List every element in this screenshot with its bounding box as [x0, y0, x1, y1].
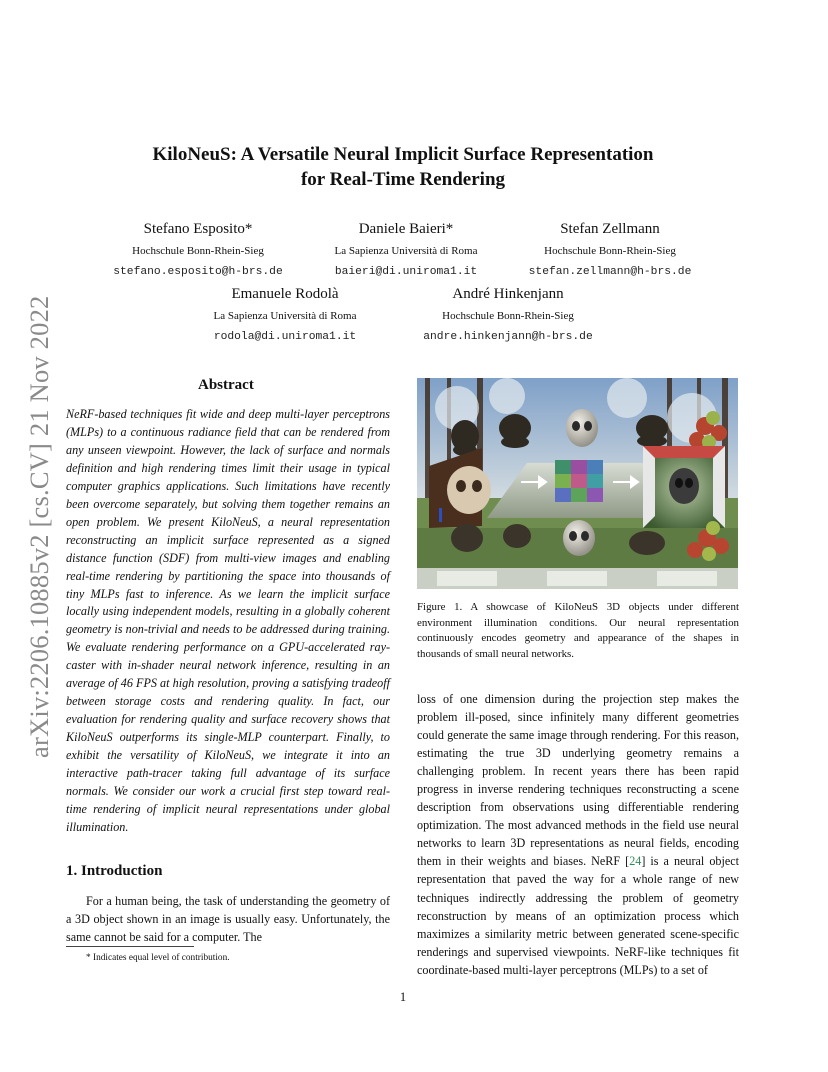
intro-text-part-b: ] is a neural object representation that paved the way for a whole range of new techniques indirectly addressing the problem of geometry reconstruction by means of an optimization process which maximizes a similarity metric between generated scene-specific renderings and supervised viewpoints. NeRF-like techniques fit coordinate-based multi-layer perceptrons (MLPs) to a set of: [417, 854, 739, 977]
author-block: [98, 220, 298, 279]
author-affiliation: La Sapienza Università di Roma: [334, 245, 478, 257]
title-line-2: for Real-Time Rendering: [300, 169, 506, 190]
abstract-body: NeRF-based techniques fit wide and deep multi-layer perceptrons (MLPs) to a continuous radiance field that can be rendered from any unseen viewpoint. However, the lack of surface and normals definition and high rendering times limit their usage in typical computer graphics applications. Such limitations have recently been overcome separately, but solving them together remains an open problem. We present KiloNeuS, a neural representation reconstructing an implicit surface represented as a signed distance function (SDF) from multi-view images and enabling real-time rendering by partitioning the space into thousands of tiny MLPs fast to inference. As we learn the implicit surface locally using independent models, resulting in a globally coherent geometry is non-trivial and needs to be addressed during training. We evaluate rendering performance on a GPU-accelerated ray-caster with in-shader neural network inference, resulting in an average of 46 FPS at high resolution, proving a satisfying tradeoff between storage costs and rendering quality. In fact, our evaluation for rendering quality and surface recovery shows that KiloNeuS outperforms its single-MLP counterpart. Finally, to exhibit the versatility of KiloNeuS, we integrate it into an interactive path-tracer taking full advantage of its surface normals. We consider our work a crucial first step toward real-time rendering of implicit neural representations under global illumination.: [66, 407, 390, 834]
introduction-paragraph: For a human being, the task of understanding the geometry of a 3D object shown in an image is usually easy. Unfortunately, the same cannot be said for a computer. The: [66, 894, 390, 944]
author-affiliation: Hochschule Bonn-Rhein-Sieg: [442, 310, 574, 322]
author-affiliation: La Sapienza Università di Roma: [213, 310, 357, 322]
arxiv-stamp: arXiv:2206.10885v2 [cs.CV] 21 Nov 2022: [24, 295, 54, 758]
citation-link[interactable]: 24: [629, 854, 642, 869]
introduction-continued: [417, 690, 739, 979]
figure-1-image: [417, 378, 738, 589]
footnote: * Indicates equal level of contribution.: [86, 953, 230, 963]
author-name: Stefan Zellmann: [560, 221, 660, 237]
author-block: [306, 220, 506, 279]
figure-1-render: [417, 378, 738, 589]
author-name: André Hinkenjann: [452, 286, 564, 302]
author-name: Daniele Baieri*: [358, 221, 454, 237]
paper-title: [0, 142, 806, 192]
title-line-1: KiloNeuS: A Versatile Neural Implicit Surface Representation: [152, 144, 654, 165]
page-number: 1: [399, 990, 407, 1004]
author-email[interactable]: stefano.esposito@h-brs.de: [113, 266, 283, 278]
footnote-rule: [66, 946, 194, 947]
intro-text-part-a: loss of one dimension during the projection step makes the problem ill-posed, since infinitely many different geometries could generate the same image through rendering. For this reason, estimating the true 3D underlying geometry remains a challenging problem. In recent years there has been rapid progress in inverse rendering techniques reconstructing a scene description from observations using differentiable rendering optimization. The most advanced methods in the field use neural networks to learn 3D representations as neural fields, encoding them in their weights and biases. NeRF [: [417, 692, 739, 869]
author-block: [185, 285, 385, 344]
author-block: [398, 285, 618, 344]
author-email[interactable]: andre.hinkenjann@h-brs.de: [423, 331, 593, 343]
author-email[interactable]: rodola@di.uniroma1.it: [213, 331, 357, 343]
abstract-heading: Abstract: [198, 377, 254, 393]
introduction-heading: 1. Introduction: [66, 863, 163, 879]
author-affiliation: Hochschule Bonn-Rhein-Sieg: [132, 245, 264, 257]
figure-1-caption: Figure 1. A showcase of KiloNeuS 3D objects under different environment illumination conditions. Our neural representation continuously encodes geometry and appearance of the shapes in thousands of small neural networks.: [417, 601, 739, 660]
author-name: Stefano Esposito*: [143, 221, 253, 237]
author-email[interactable]: stefan.zellmann@h-brs.de: [528, 266, 692, 278]
author-name: Emanuele Rodolà: [231, 286, 339, 302]
author-block: [500, 220, 720, 279]
author-email[interactable]: baieri@di.uniroma1.it: [334, 266, 478, 278]
author-affiliation: Hochschule Bonn-Rhein-Sieg: [544, 245, 676, 257]
